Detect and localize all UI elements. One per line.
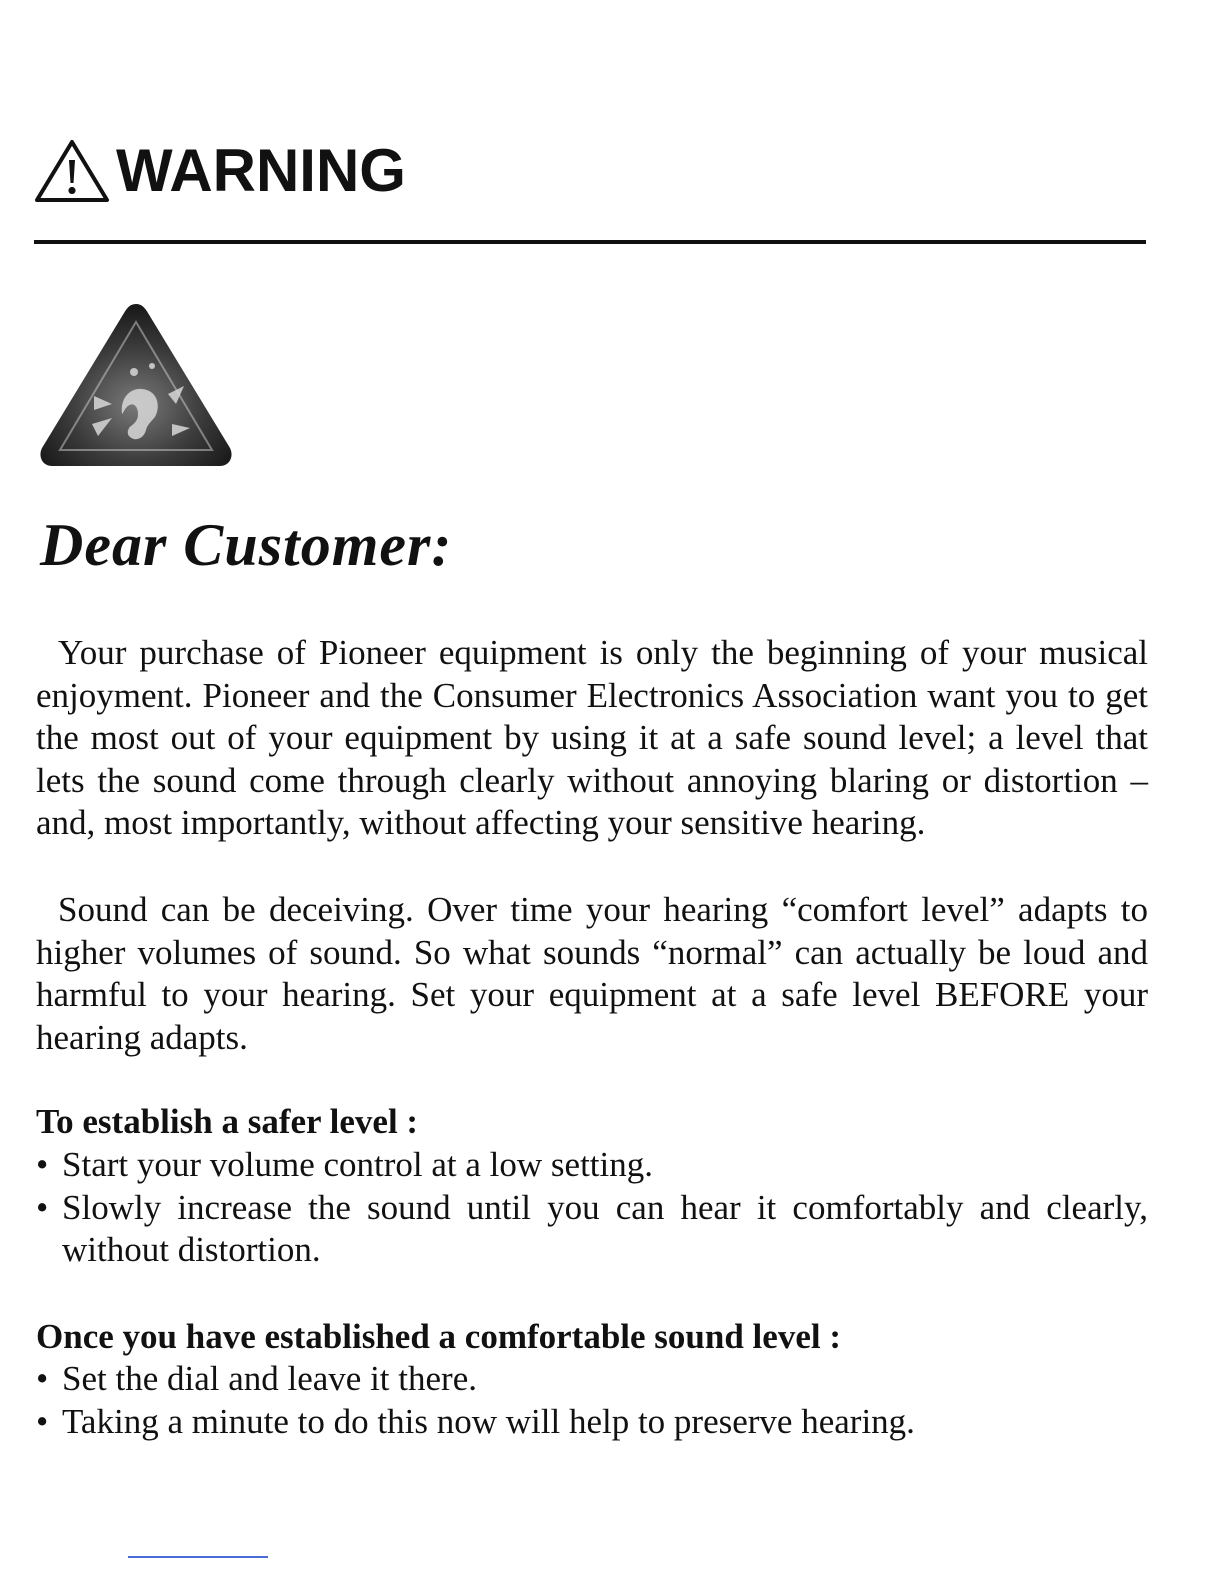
footer-rule: [128, 1556, 268, 1558]
warning-header: [34, 138, 406, 204]
hearing-hazard-icon: [34, 296, 238, 471]
safer-level-heading: To establish a safer level :: [36, 1102, 419, 1142]
list-item: • Taking a minute to do this now will help to preserve hearing.: [36, 1401, 1148, 1444]
list-item: • Set the dial and leave it there.: [36, 1358, 1148, 1401]
comfortable-level-section: [36, 1316, 1148, 1444]
list-item: • Start your volume control at a low setting.: [36, 1144, 1148, 1187]
safer-level-section: [36, 1101, 1148, 1271]
intro-paragraph: Your purchase of Pioneer equipment is only the beginning of your musical enjoyment. Pioneer and the Consumer Electronics Association want you to get the most out of your equipment by using it at a safe sound level; a level that lets the sound come through clearly without annoying blaring or distortion – and, most importantly, without affecting your sensitive hearing.: [36, 633, 1148, 843]
header-divider: [34, 240, 1146, 244]
warning-triangle-icon: [34, 138, 110, 204]
sound-paragraph: Sound can be deceiving. Over time your hearing “comfort level” adapts to higher volumes of sound. So what sounds “normal” can actually be loud and harmful to your hearing. Set your equipment at a safe level BEFORE your hearing adapts.: [36, 889, 1148, 1057]
safer-level-list: [36, 1144, 1148, 1272]
comfortable-level-heading: Once you have established a comfortable sound level :: [36, 1316, 841, 1356]
letter-body: [36, 632, 1148, 1444]
warning-title: WARNING: [116, 137, 406, 204]
salutation: Dear Customer:: [40, 512, 453, 578]
comfortable-level-list: [36, 1358, 1148, 1443]
list-item: • Slowly increase the sound until you can hear it comfortably and clearly, without distortion.: [36, 1187, 1148, 1272]
